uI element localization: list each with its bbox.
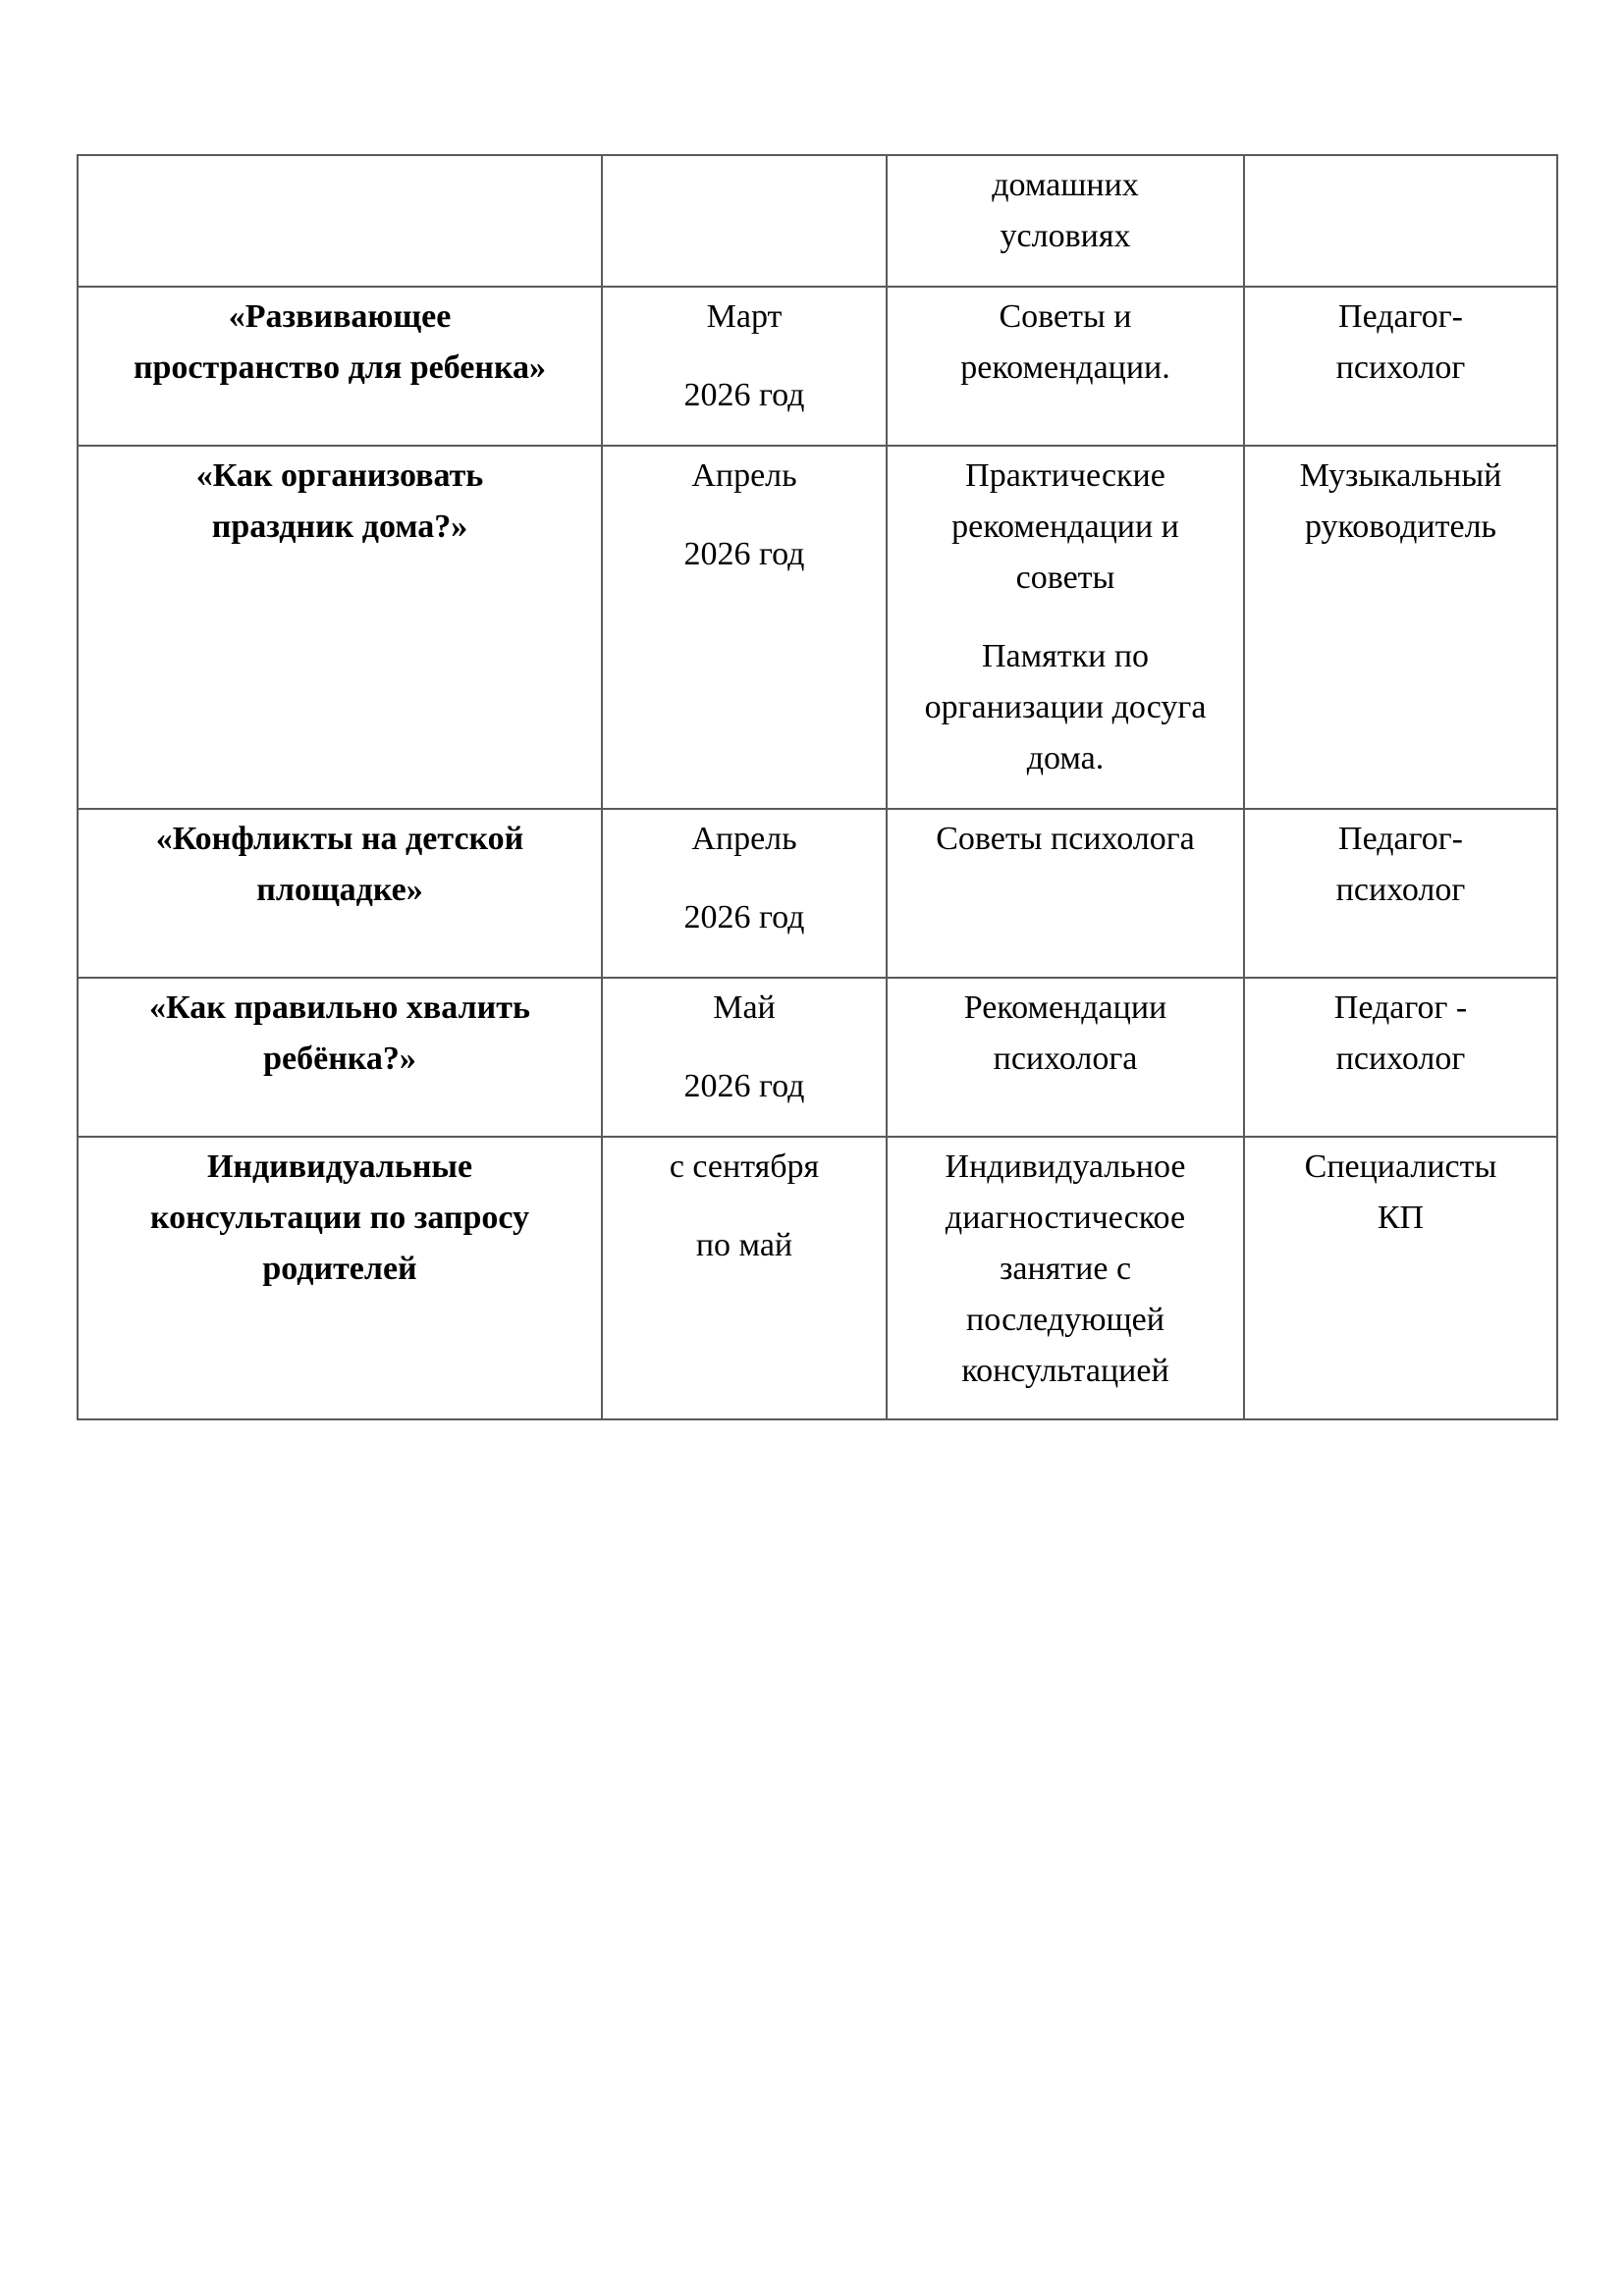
responsible-cell: Педагог- психолог [1244,287,1557,446]
form-text: Советы и рекомендации. [960,298,1170,386]
date-month: Май [713,989,776,1026]
form-cell [887,287,1244,446]
form-cell [887,978,1244,1137]
topic-cell: «Как правильно хвалить ребёнка?» [78,978,602,1137]
topic-cell: «Конфликты на детской площадке» [78,809,602,978]
date-year: 2026 год [683,1068,805,1104]
responsible-cell [1244,155,1557,287]
topic-cell: «Развивающее пространство для ребенка» [78,287,602,446]
form-text: Практические рекомендации и советы [951,457,1179,596]
table-row [78,287,1557,446]
form-cell [887,446,1244,809]
date-year: 2026 год [683,536,805,572]
form-text: Индивидуальное диагностическое занятие с последующей консультацией [945,1148,1186,1389]
date-month: с сентября [669,1148,820,1185]
table-row [78,978,1557,1137]
responsible-cell: Педагог- психолог [1244,809,1557,978]
date-month: Март [706,298,783,335]
date-cell [602,155,887,287]
responsible-cell: Педагог - психолог [1244,978,1557,1137]
form-text: Памятки по организации досуга дома. [924,638,1207,776]
responsible-cell: Специалисты КП [1244,1137,1557,1419]
table-row [78,446,1557,809]
table-row [78,155,1557,287]
topic-cell: Индивидуальные консультации по запросу родителей [78,1137,602,1419]
topic-cell [78,155,602,287]
date-month: Апрель [691,457,797,494]
events-table [77,154,1558,1420]
date-cell [602,446,887,809]
date-year: 2026 год [683,377,805,413]
date-cell [602,287,887,446]
responsible-cell: Музыкальный руководитель [1244,446,1557,809]
form-text: Рекомендации психолога [963,989,1167,1077]
date-cell [602,978,887,1137]
date-year: 2026 год [683,899,805,935]
date-month: Апрель [691,821,797,857]
form-cell [887,809,1244,978]
topic-cell: «Как организовать праздник дома?» [78,446,602,809]
form-text: Советы психолога [936,821,1195,857]
form-cell [887,155,1244,287]
form-cell [887,1137,1244,1419]
date-year: по май [695,1227,793,1263]
table-row [78,809,1557,978]
date-cell [602,809,887,978]
table-row [78,1137,1557,1419]
date-cell [602,1137,887,1419]
form-text: домашних условиях [992,167,1139,254]
